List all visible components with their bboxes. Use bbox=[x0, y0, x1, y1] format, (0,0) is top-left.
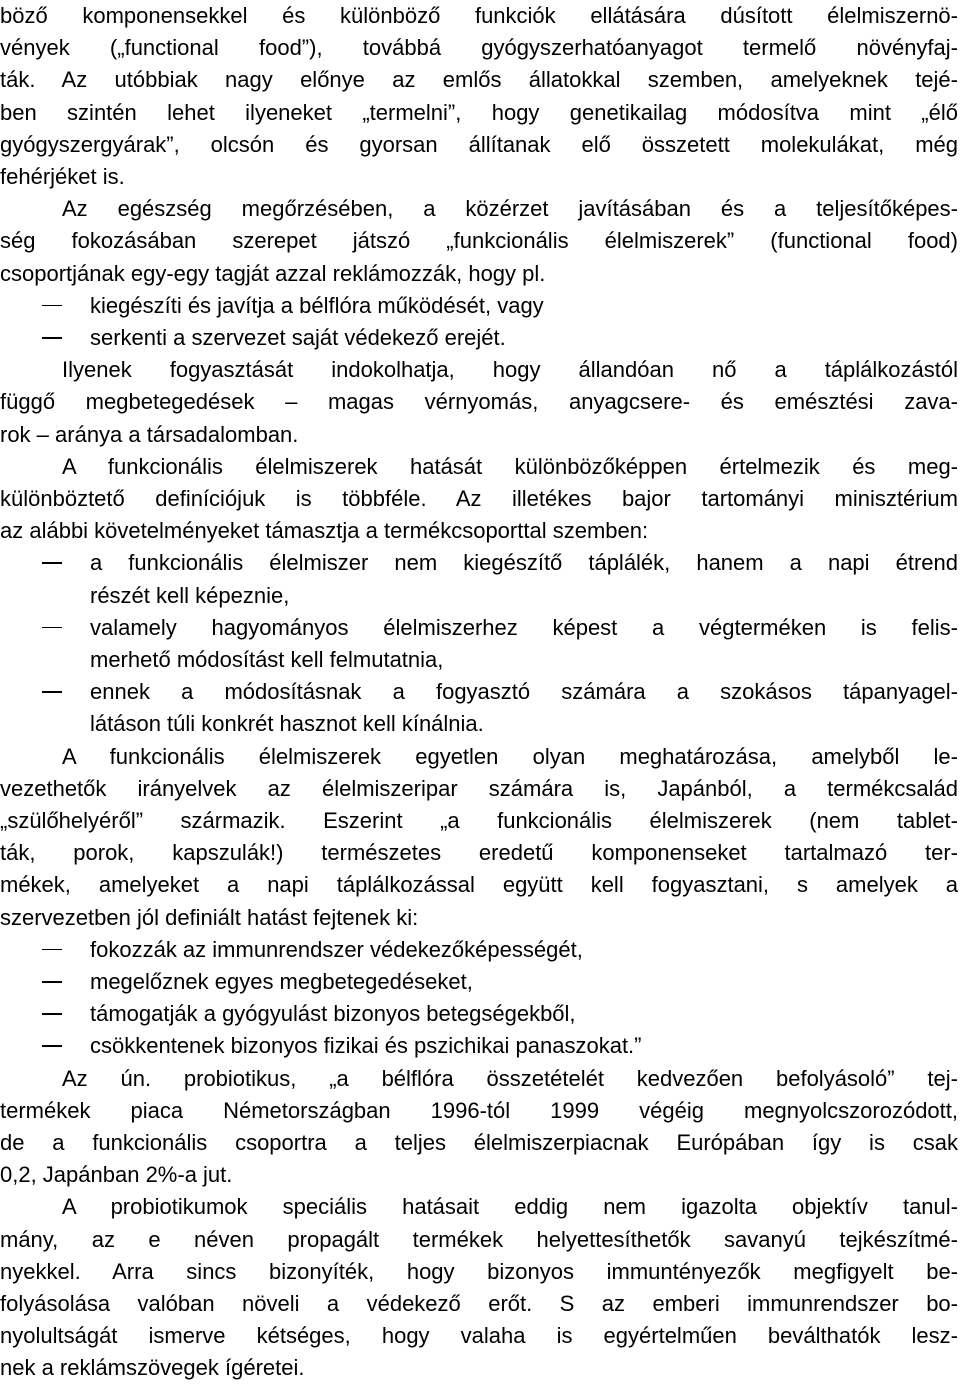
dash-bullet-icon bbox=[42, 337, 62, 339]
line-text: merhető módosítást kell felmutatnia, bbox=[90, 647, 444, 672]
dash-bullet-icon bbox=[42, 981, 62, 983]
bullet-item-line bbox=[0, 934, 958, 966]
text-line bbox=[0, 354, 958, 386]
line-text: részét kell képeznie, bbox=[90, 582, 290, 608]
text-line bbox=[0, 64, 958, 96]
line-text: megelőznek egyes megbetegedéseket, bbox=[90, 969, 473, 994]
text-line bbox=[0, 419, 958, 451]
line-text: de a funkcionális csoportra a teljes élelmiszerpiacnak Európában így is csak bbox=[0, 1130, 958, 1155]
line-text: vények („functional food”), továbbá gyógyszerhatóanyagot termelő növényfaj- bbox=[0, 35, 958, 61]
text-line bbox=[0, 902, 958, 934]
line-text: fokozzák az immunrendszer védekezőképességét, bbox=[90, 936, 583, 962]
line-text: nyolultságát ismerve kétséges, hogy valaha is egyértelműen beválthatók lesz- bbox=[0, 1323, 958, 1349]
bullet-item-line bbox=[0, 322, 958, 354]
line-text: ség fokozásában szerepet játszó „funkcionális élelmiszerek” (functional food) bbox=[0, 228, 958, 254]
line-text: kiegészíti és javítja a bélflóra működését, vagy bbox=[90, 292, 544, 318]
line-text: szervezetben jól definiált hatást fejtenek ki: bbox=[0, 904, 419, 930]
dash-bullet-icon bbox=[42, 1013, 62, 1015]
line-text: vezethetők irányelvek az élelmiszeripar számára is, Japánból, a termékcsalád bbox=[0, 775, 958, 801]
text-line bbox=[0, 129, 958, 161]
text-line bbox=[0, 483, 958, 515]
text-line bbox=[0, 32, 958, 64]
dash-bullet-icon bbox=[42, 562, 62, 564]
line-text: csoportjának egy-egy tagját azzal reklámozzák, hogy pl. bbox=[0, 260, 546, 286]
bullet-item-line bbox=[0, 966, 958, 998]
line-text: Az egészség megőrzésében, a közérzet javításában és a teljesítőképes- bbox=[62, 196, 958, 222]
line-text: rok – aránya a társadalomban. bbox=[0, 421, 299, 447]
text-line bbox=[0, 773, 958, 805]
dash-bullet-icon bbox=[42, 949, 62, 951]
line-text: fehérjéket is. bbox=[0, 164, 125, 189]
line-text: különböztető definíciójuk is többféle. Az illetékes bajor tartományi minisztérium bbox=[0, 486, 958, 511]
text-line bbox=[0, 97, 958, 129]
dash-bullet-icon bbox=[42, 627, 62, 629]
text-line bbox=[0, 644, 958, 676]
text-line bbox=[0, 1352, 958, 1384]
dash-bullet-icon bbox=[42, 691, 62, 693]
bullet-item-line bbox=[0, 612, 958, 644]
line-text: A funkcionális élelmiszerek hatását különbözőképpen értelmezik és meg- bbox=[62, 453, 958, 479]
line-text: ben szintén lehet ilyeneket „termelni”, hogy genetikailag módosítva mint „élő bbox=[0, 99, 958, 125]
text-line bbox=[0, 1159, 958, 1191]
line-text: mékek, amelyeket a napi táplálkozással együtt kell fogyasztani, s amelyek a bbox=[0, 872, 958, 898]
text-line bbox=[0, 258, 958, 290]
text-line bbox=[0, 1127, 958, 1159]
bullet-item-line bbox=[0, 290, 958, 322]
dash-bullet-icon bbox=[42, 1045, 62, 1047]
line-text: termékek piaca Németországban 1996-tól 1999 végéig megnyolcszorozódott, bbox=[0, 1097, 958, 1123]
text-line bbox=[0, 869, 958, 901]
line-text: nyekkel. Arra sincs bizonyíték, hogy bizonyos immuntényezők megfigyelt be- bbox=[0, 1258, 958, 1284]
line-text: böző komponensekkel és különböző funkciók ellátására dúsított élelmiszernö- bbox=[0, 3, 958, 28]
text-line bbox=[0, 1191, 958, 1223]
line-text: látáson túli konkrét hasznot kell kínálnia. bbox=[90, 711, 484, 737]
dash-bullet-icon bbox=[42, 305, 62, 307]
line-text: az alábbi követelményeket támasztja a termékcsoporttal szemben: bbox=[0, 518, 649, 544]
bullet-item-line bbox=[0, 676, 958, 708]
line-text: 0,2, Japánban 2%-a jut. bbox=[0, 1162, 233, 1188]
text-line bbox=[0, 708, 958, 740]
text-line bbox=[0, 515, 958, 547]
text-line bbox=[0, 161, 958, 193]
line-text: a funkcionális élelmiszer nem kiegészítő táplálék, hanem a napi étrend bbox=[90, 550, 958, 576]
text-line bbox=[0, 741, 958, 773]
line-text: nek a reklámszövegek ígéretei. bbox=[0, 1355, 305, 1381]
text-line bbox=[0, 1320, 958, 1352]
line-text: függő megbetegedések – magas vérnyomás, anyagcsere- és emésztési zava- bbox=[0, 389, 958, 415]
text-line bbox=[0, 1288, 958, 1320]
text-line bbox=[0, 0, 958, 32]
line-text: serkenti a szervezet saját védekező erejét. bbox=[90, 325, 506, 350]
line-text: valamely hagyományos élelmiszerhez képest a végterméken is felis- bbox=[90, 614, 958, 640]
line-text: csökkentenek bizonyos fizikai és pszichikai panaszokat.” bbox=[90, 1033, 642, 1059]
line-text: Az ún. probiotikus, „a bélflóra összetételét kedvezően befolyásoló” tej- bbox=[62, 1065, 958, 1091]
text-line bbox=[0, 193, 958, 225]
text-line bbox=[0, 1095, 958, 1127]
bullet-item-line bbox=[0, 998, 958, 1030]
line-text: ennek a módosításnak a fogyasztó számára a szokásos tápanyagel- bbox=[90, 679, 958, 705]
text-line bbox=[0, 225, 958, 257]
line-text: ták, porok, kapszulák!) természetes eredetű komponenseket tartalmazó ter- bbox=[0, 840, 958, 866]
line-text: A funkcionális élelmiszerek egyetlen olyan meghatározása, amelyből le- bbox=[62, 743, 958, 769]
text-line bbox=[0, 580, 958, 612]
line-text: mány, az e néven propagált termékek helyettesíthetők savanyú tejkészítmé- bbox=[0, 1226, 958, 1252]
text-line bbox=[0, 386, 958, 418]
line-text: gyógyszergyárak”, olcsón és gyorsan állítanak elő összetett molekulákat, még bbox=[0, 131, 958, 157]
text-line bbox=[0, 805, 958, 837]
text-line bbox=[0, 1063, 958, 1095]
bullet-item-line bbox=[0, 547, 958, 579]
line-text: „szülőhelyéről” származik. Eszerint „a funkcionális élelmiszerek (nem tablet- bbox=[0, 808, 958, 833]
text-line bbox=[0, 1256, 958, 1288]
line-text: folyásolása valóban növeli a védekező erőt. S az emberi immunrendszer bo- bbox=[0, 1291, 958, 1316]
line-text: támogatják a gyógyulást bizonyos betegségekből, bbox=[90, 1001, 576, 1027]
text-line bbox=[0, 837, 958, 869]
text-line bbox=[0, 451, 958, 483]
line-text: ták. Az utóbbiak nagy előnye az emlős állatokkal szemben, amelyeknek tejé- bbox=[0, 67, 958, 93]
bullet-item-line bbox=[0, 1030, 958, 1062]
line-text: A probiotikumok speciális hatásait eddig nem igazolta objektív tanul- bbox=[62, 1194, 958, 1220]
text-line bbox=[0, 1224, 958, 1256]
line-text: Ilyenek fogyasztását indokolhatja, hogy állandóan nő a táplálkozástól bbox=[62, 357, 958, 383]
